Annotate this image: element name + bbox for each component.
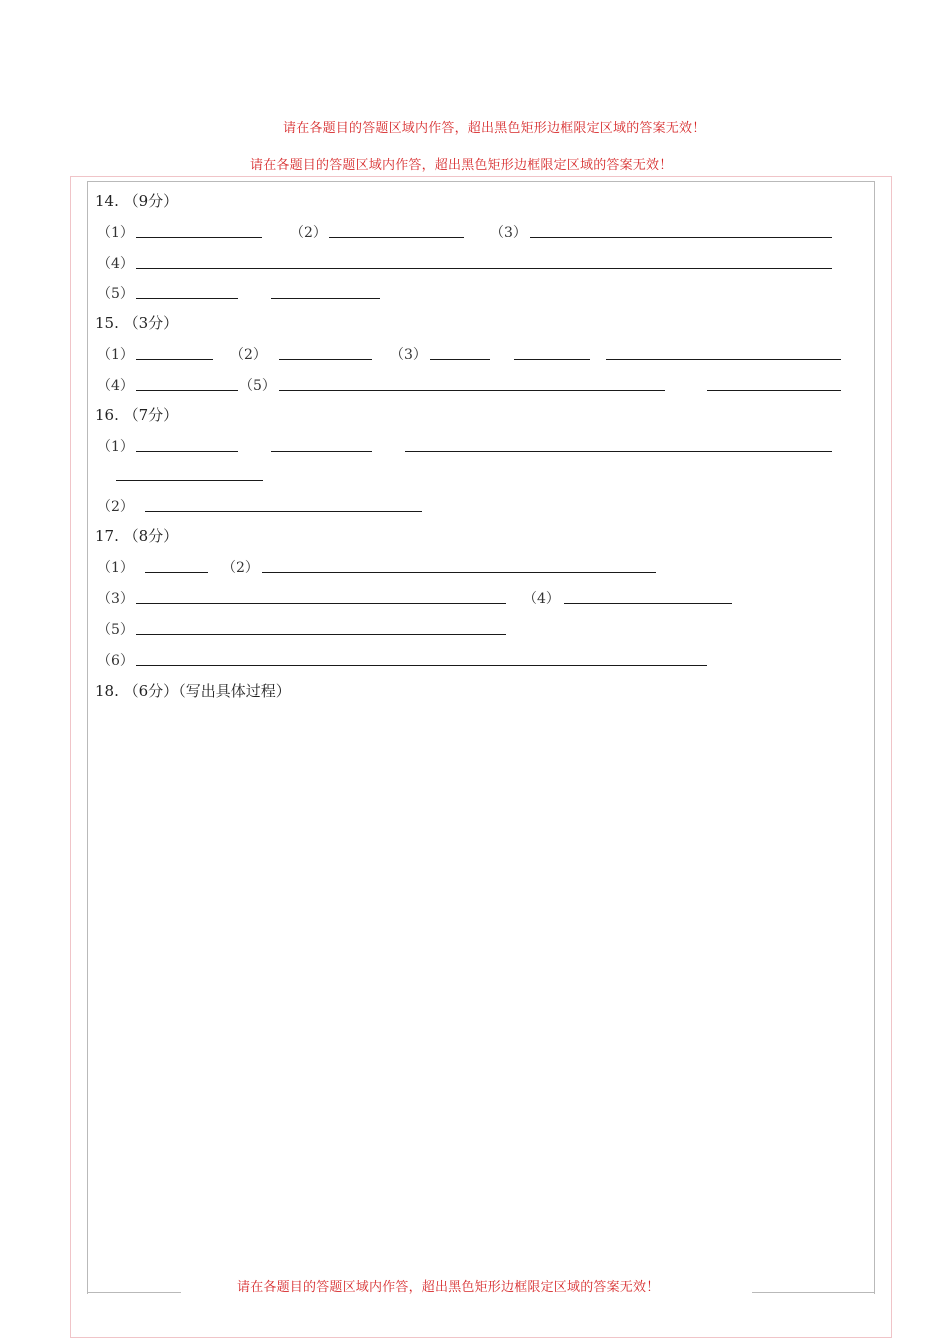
top-notice-1: 请在各题目的答题区域内作答，超出黑色矩形边框限定区域的答案无效！ (283, 121, 706, 136)
q18-number: 18. (95, 682, 119, 700)
q17-number: 17. (95, 527, 119, 545)
q17-part4-blank[interactable] (564, 603, 732, 604)
q18-score: （6分） (123, 682, 179, 700)
frame-bottom-left (87, 1292, 181, 1293)
q17-heading (95, 525, 178, 546)
q14-part5-label: （5） (97, 286, 134, 302)
q17-score: （8分） (123, 527, 179, 545)
q15-part3-label: （3） (390, 347, 427, 363)
q14-part3-label: （3） (490, 225, 527, 241)
q15-part2-blank[interactable] (279, 359, 372, 360)
q16-part1-blank-a[interactable] (136, 451, 238, 452)
q14-part2-blank[interactable] (329, 237, 464, 238)
q15-part5-blank-b[interactable] (707, 390, 841, 391)
q15-part4-blank[interactable] (136, 390, 238, 391)
q15-score: （3分） (123, 314, 179, 332)
q18-heading (95, 680, 291, 701)
q14-score: （9分） (123, 192, 179, 210)
q17-part6-blank[interactable] (136, 665, 707, 666)
q15-part5-label: （5） (239, 378, 276, 394)
q17-part1-label: （1） (97, 560, 134, 576)
top-notice-2: 请在各题目的答题区域内作答，超出黑色矩形边框限定区域的答案无效！ (250, 158, 673, 173)
q14-part2-label: （2） (290, 225, 327, 241)
q15-part1-label: （1） (97, 347, 134, 363)
bottom-notice: 请在各题目的答题区域内作答，超出黑色矩形边框限定区域的答案无效！ (237, 1280, 660, 1295)
q15-part4-label: （4） (97, 378, 134, 394)
q15-number: 15. (95, 314, 119, 332)
q16-number: 16. (95, 406, 119, 424)
q16-part1-blank-b[interactable] (271, 451, 372, 452)
q17-part4-label: （4） (523, 591, 560, 607)
q16-heading (95, 404, 178, 425)
q18-note: （写出具体过程） (178, 682, 291, 700)
q18-answer-area[interactable] (95, 705, 865, 1265)
q17-part3-label: （3） (97, 591, 134, 607)
q14-part1-blank[interactable] (136, 237, 262, 238)
q17-part5-blank[interactable] (136, 634, 506, 635)
q15-part5-blank-a[interactable] (279, 390, 665, 391)
q15-heading (95, 312, 178, 333)
q14-part3-blank[interactable] (530, 237, 832, 238)
q17-part5-label: （5） (97, 622, 134, 638)
q16-part2-blank[interactable] (145, 511, 422, 512)
q15-part2-label: （2） (230, 347, 267, 363)
q15-part1-blank[interactable] (136, 359, 213, 360)
q15-part3-blank-a[interactable] (430, 359, 490, 360)
q17-part6-label: （6） (97, 653, 134, 669)
q16-part1-label: （1） (97, 439, 134, 455)
q16-part2-label: （2） (97, 499, 134, 515)
q14-part4-label: （4） (97, 256, 134, 272)
q16-score: （7分） (123, 406, 179, 424)
q14-part5-blank-b[interactable] (271, 298, 380, 299)
q14-heading (95, 190, 178, 211)
frame-bottom-right (752, 1292, 874, 1293)
q14-part4-blank[interactable] (136, 268, 832, 269)
q16-part1-blank-d[interactable] (116, 480, 263, 481)
q17-part2-label: （2） (222, 560, 259, 576)
q14-number: 14. (95, 192, 119, 210)
q17-part3-blank[interactable] (136, 603, 506, 604)
q14-part5-blank-a[interactable] (136, 298, 238, 299)
q17-part2-blank[interactable] (262, 572, 656, 573)
q16-part1-blank-c[interactable] (405, 451, 832, 452)
q14-part1-label: （1） (97, 225, 134, 241)
q17-part1-blank[interactable] (145, 572, 208, 573)
q15-part3-blank-b[interactable] (514, 359, 590, 360)
q15-part3-blank-c[interactable] (606, 359, 841, 360)
